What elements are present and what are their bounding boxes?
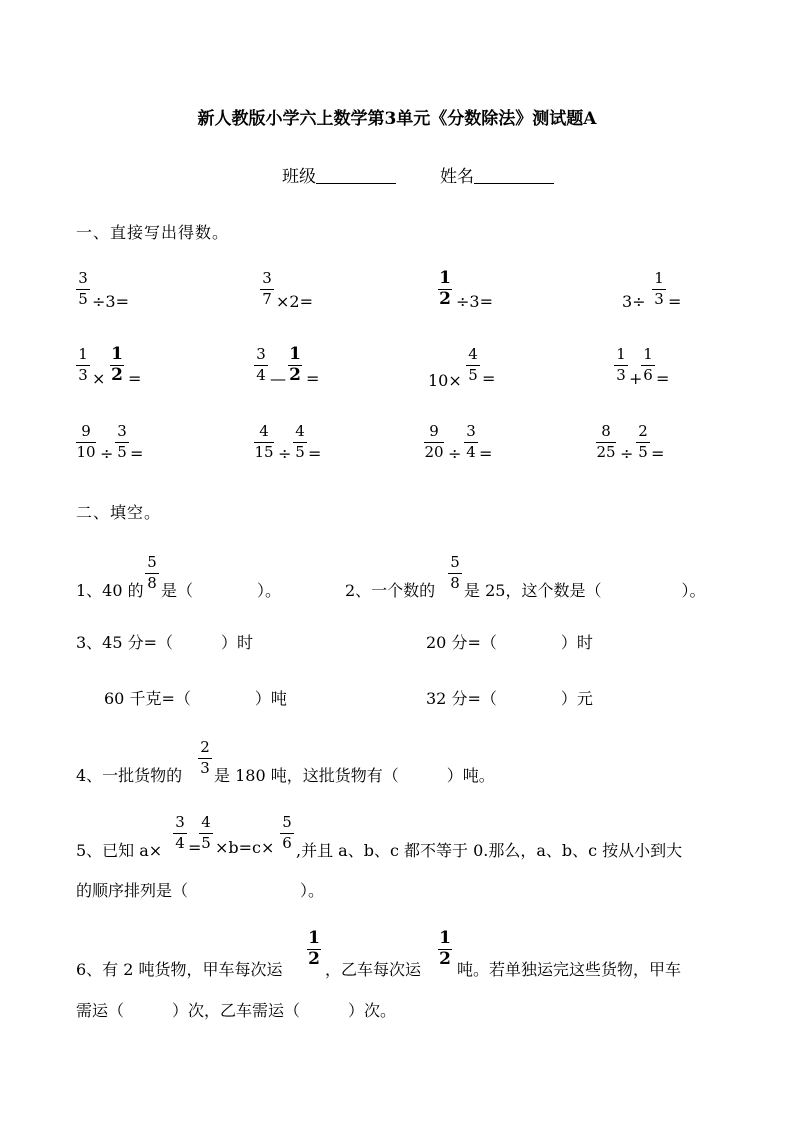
calc-r3-4-operator: ÷ bbox=[620, 444, 634, 463]
calc-r2-4-fraction-b: 1 6 bbox=[641, 346, 655, 385]
calc-r2-4-rest: = bbox=[656, 369, 670, 388]
q2-fraction: 5 8 bbox=[448, 554, 462, 593]
q5-fraction-2: 4 5 bbox=[199, 814, 213, 853]
calc-r1-2-rest: ×2= bbox=[276, 292, 313, 311]
calc-r2-1-rest: = bbox=[128, 369, 142, 388]
q3-hours-20: 20 分=（ ）时 bbox=[426, 633, 593, 652]
q5-text-a: 5、已知 a× bbox=[76, 841, 163, 860]
q4-text-a: 4、一批货物的 bbox=[76, 766, 183, 785]
calc-r1-4-pre: 3÷ bbox=[622, 292, 646, 311]
calc-r2-2-rest: = bbox=[306, 369, 320, 388]
calc-r1-2-fraction: 3 7 bbox=[260, 270, 274, 309]
section-2-heading: 二、填空。 bbox=[76, 503, 162, 522]
q3-tons-60: 60 千克=（ ）吨 bbox=[104, 689, 287, 708]
q5-text-e: 的顺序排列是（ ）。 bbox=[76, 881, 325, 900]
q6-text-c: 吨。若单独运完这些货物，甲车 bbox=[457, 960, 682, 979]
name-field[interactable] bbox=[440, 162, 554, 187]
calc-r1-4-rest: = bbox=[668, 292, 682, 311]
calc-r3-4-fraction-b: 2 5 bbox=[636, 423, 650, 462]
name-blank[interactable] bbox=[474, 167, 554, 184]
calc-r2-4-operator: + bbox=[629, 369, 643, 388]
q6-text-a: 6、有 2 吨货物，甲车每次运 bbox=[76, 960, 283, 979]
calc-r3-1-fraction-b: 3 5 bbox=[115, 423, 129, 462]
calc-r2-4-fraction-a: 1 3 bbox=[614, 346, 628, 385]
q6-fraction-1: 1 2 bbox=[308, 928, 320, 969]
calc-r3-2-operator: ÷ bbox=[278, 444, 292, 463]
calc-r3-1-operator: ÷ bbox=[100, 444, 114, 463]
calc-r1-4-fraction: 1 3 bbox=[652, 270, 666, 309]
q5-text-d: ,并且 a、b、c 都不等于 0.那么，a、b、c 按从小到大 bbox=[296, 841, 683, 860]
q3-yuan-32: 32 分=（ ）元 bbox=[426, 689, 593, 708]
q3-hours-45: 3、45 分=（ ）时 bbox=[76, 633, 254, 652]
calc-r3-2-fraction-a: 4 15 bbox=[254, 422, 274, 461]
calc-r2-2-fraction-b: 1 2 bbox=[289, 344, 301, 385]
class-label: 班级 bbox=[282, 167, 316, 187]
q5-fraction-3: 5 6 bbox=[280, 814, 294, 853]
q6-text-b: ，乙车每次运 bbox=[325, 960, 422, 979]
calc-r2-2-fraction-a: 3 4 bbox=[254, 346, 268, 385]
q4-text-b: 是 180 吨，这批货物有（ ）吨。 bbox=[214, 766, 495, 785]
calc-r2-3-rest: = bbox=[482, 369, 496, 388]
calc-r3-4-fraction-a: 8 25 bbox=[596, 422, 616, 461]
q5-equals: = bbox=[188, 838, 202, 857]
section-1-heading: 一、直接写出得数。 bbox=[76, 223, 230, 242]
q6-text-d: 需运（ ）次，乙车需运（ ）次。 bbox=[76, 1001, 397, 1020]
calc-r1-3-rest: ÷3= bbox=[456, 292, 493, 311]
calc-r2-1-operator: × bbox=[92, 369, 106, 388]
q1-text-b: 是（ ）。 bbox=[161, 581, 282, 600]
class-blank[interactable] bbox=[316, 167, 396, 184]
q5-fraction-1: 3 4 bbox=[173, 814, 187, 853]
q6-fraction-2: 1 2 bbox=[439, 928, 451, 969]
calc-r3-1-rest: = bbox=[130, 444, 144, 463]
calc-r3-1-fraction-a: 9 10 bbox=[76, 422, 96, 461]
q1-fraction: 5 8 bbox=[145, 554, 159, 593]
calc-r3-4-rest: = bbox=[651, 444, 665, 463]
q1-text-a: 1、40 的 bbox=[76, 581, 144, 600]
calc-r2-3-fraction: 4 5 bbox=[466, 346, 480, 385]
q2-text-a: 2、一个数的 bbox=[345, 581, 436, 600]
calc-r1-1-fraction: 3 5 bbox=[76, 270, 90, 309]
calc-r3-2-rest: = bbox=[308, 444, 322, 463]
calc-r3-2-fraction-b: 4 5 bbox=[293, 423, 307, 462]
calc-r3-3-fraction-b: 3 4 bbox=[464, 423, 478, 462]
calc-r1-1-rest: ÷3= bbox=[92, 292, 129, 311]
q5-text-c: ×b=c× bbox=[215, 838, 275, 857]
calc-r1-3-fraction: 1 2 bbox=[439, 268, 451, 309]
calc-r2-1-fraction-a: 1 3 bbox=[76, 346, 90, 385]
calc-r2-1-fraction-b: 1 2 bbox=[111, 344, 123, 385]
calc-r2-3-pre: 10× bbox=[428, 371, 462, 390]
calc-r3-3-rest: = bbox=[479, 444, 493, 463]
q4-fraction: 2 3 bbox=[198, 739, 212, 778]
class-field[interactable] bbox=[282, 162, 396, 187]
page-title: 新人教版小学六上数学第3单元《分数除法》测试题A bbox=[197, 109, 597, 129]
calc-r3-3-operator: ÷ bbox=[448, 444, 462, 463]
calc-r3-3-fraction-a: 9 20 bbox=[424, 422, 444, 461]
q2-text-b: 是 25，这个数是（ ）。 bbox=[464, 581, 706, 600]
name-label: 姓名 bbox=[440, 167, 474, 187]
calc-r2-2-operator: — bbox=[270, 369, 286, 388]
